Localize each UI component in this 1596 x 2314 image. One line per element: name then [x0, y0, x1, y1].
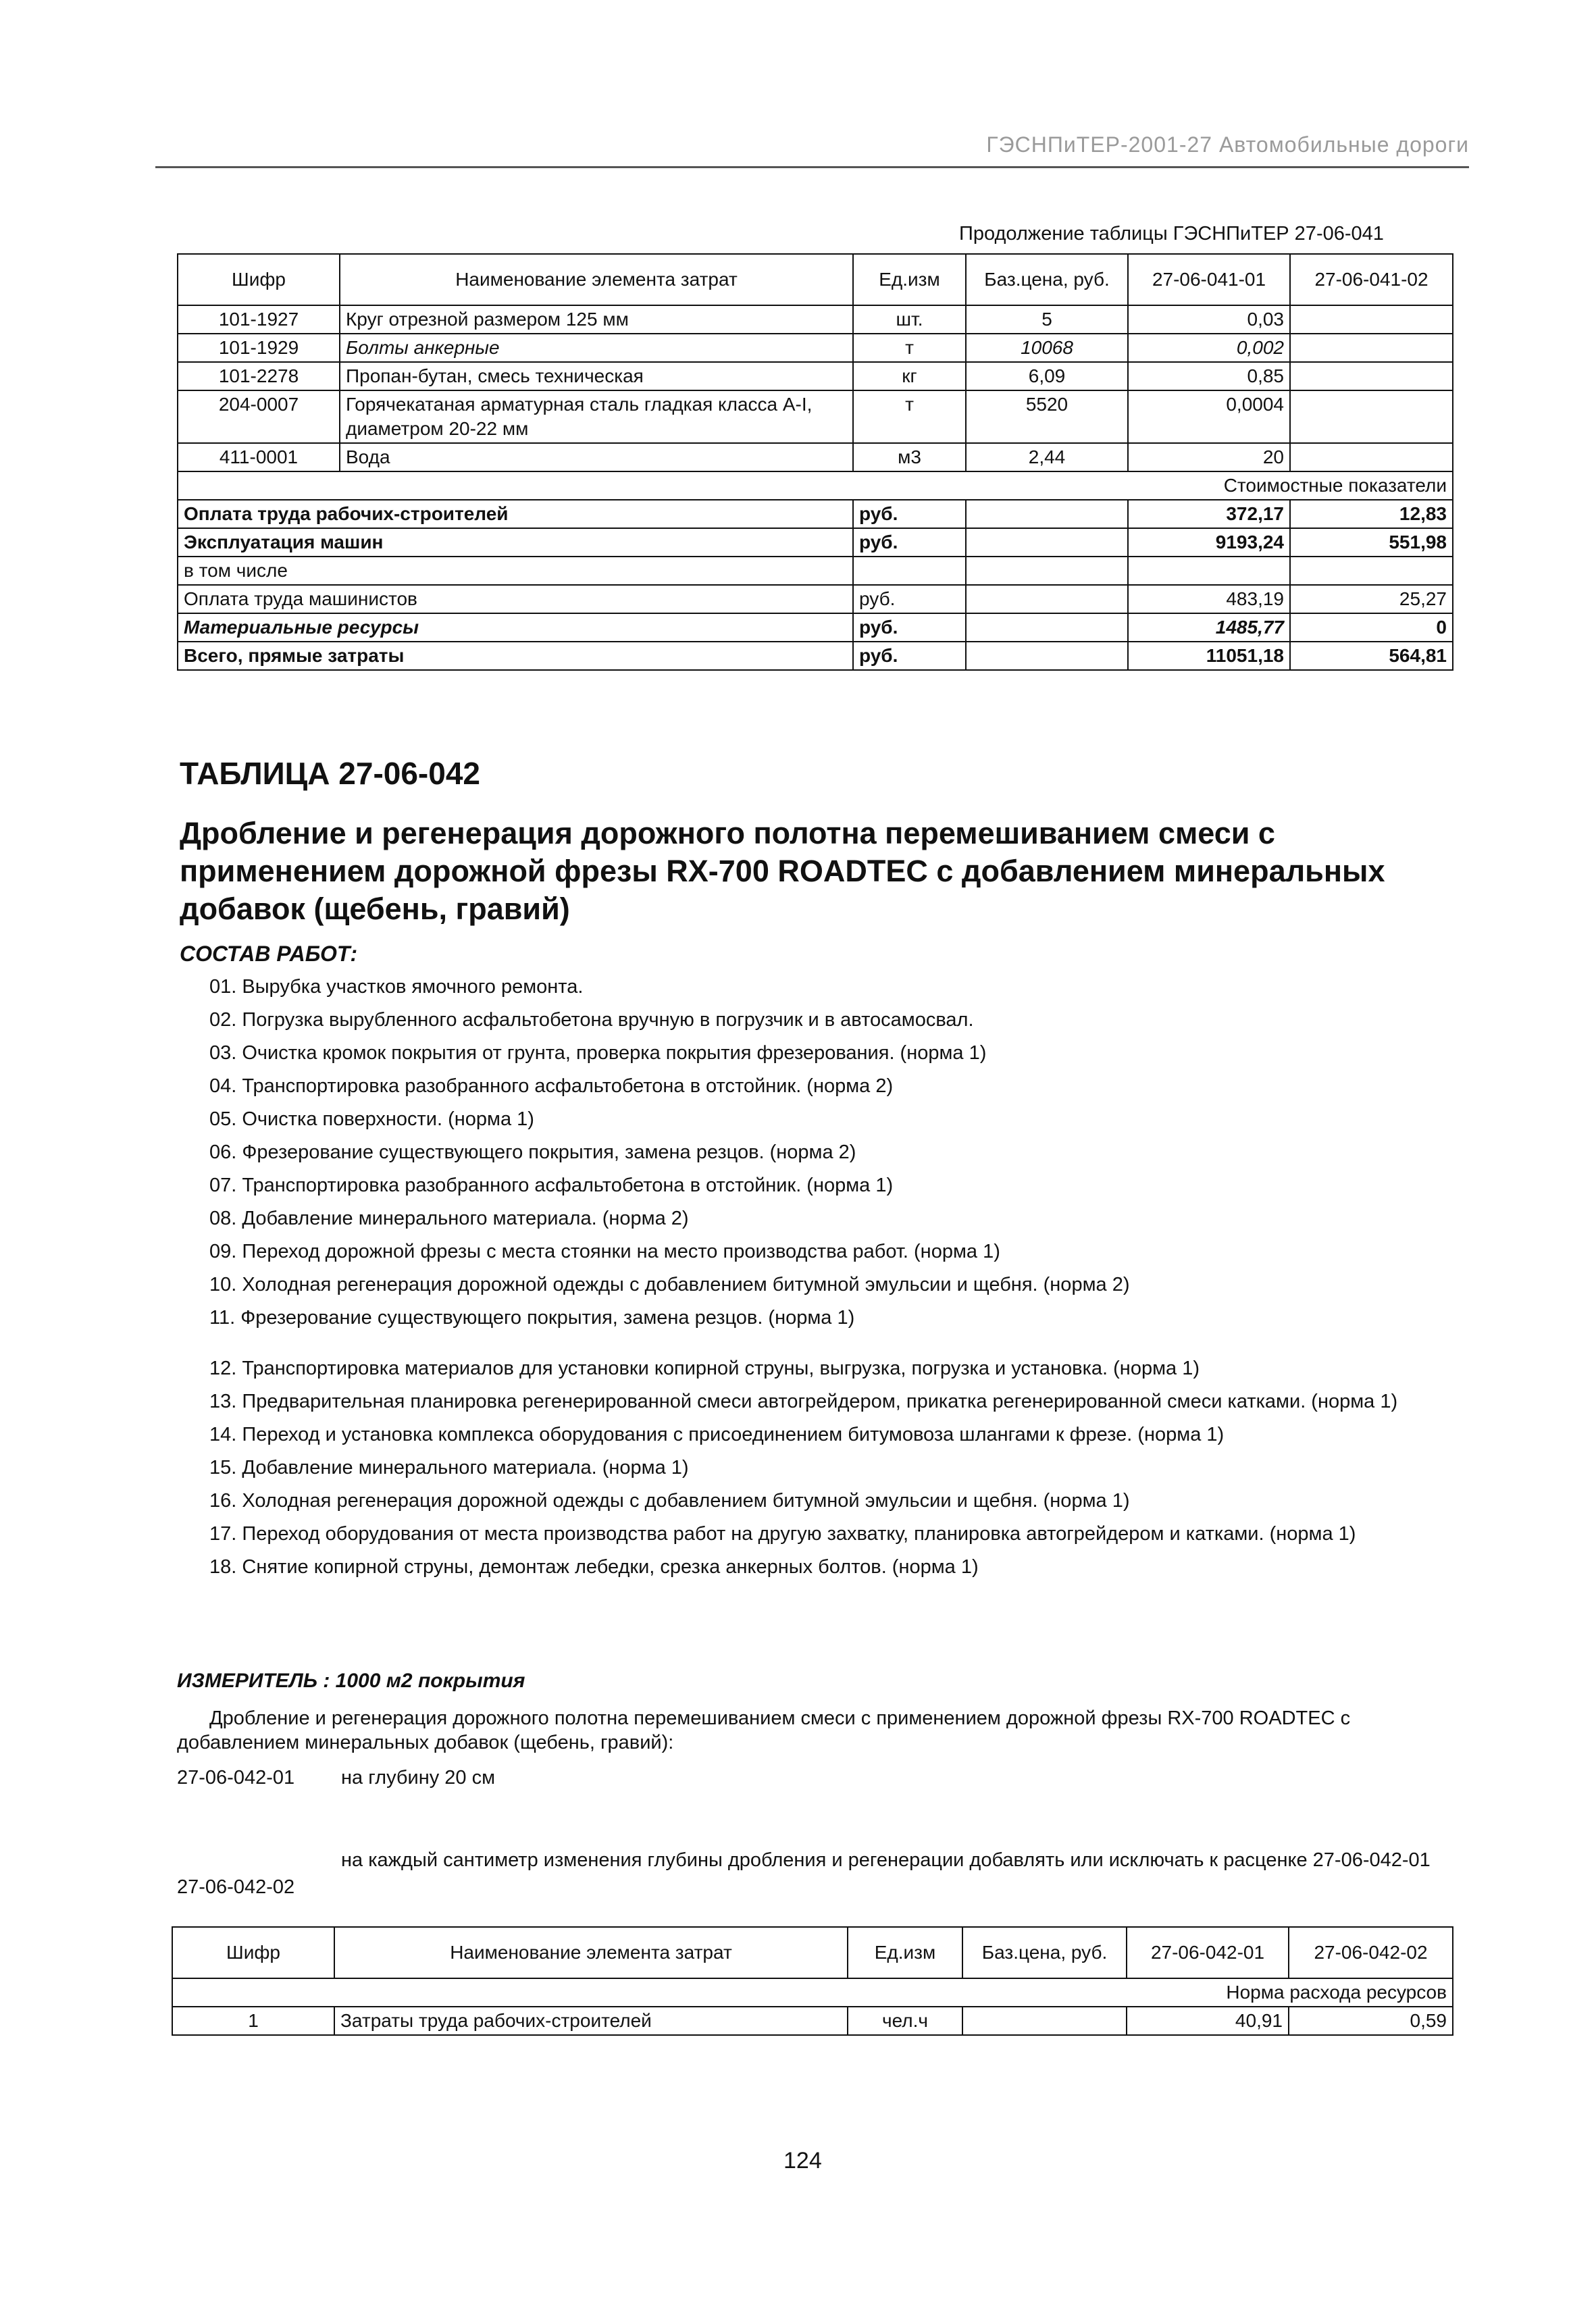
cost-price [966, 528, 1128, 557]
row-price: 2,44 [966, 443, 1128, 471]
list-item: 05. Очистка поверхности. (норма 1) [209, 1108, 534, 1130]
header-price: Баз.цена, руб. [966, 254, 1128, 305]
resource-table-041 [177, 253, 1453, 671]
resource-table-042 [172, 1926, 1453, 2036]
header-norm-1: 27-06-042-01 [1127, 1927, 1289, 1978]
row-norm-2 [1290, 334, 1453, 362]
cost-name: Эксплуатация машин [178, 528, 853, 557]
cost-norm-2 [1290, 557, 1453, 585]
header-norm-2: 27-06-041-02 [1290, 254, 1453, 305]
section-heading: Дробление и регенерация дорожного полотна перемешиванием смеси с применением дорожной фрезы RX-700 ROADTEC с добавлением минеральных добавок (щебень, гравий) [180, 816, 1385, 926]
section-row [178, 471, 1453, 500]
cost-name: Всего, прямые затраты [178, 642, 853, 670]
cost-unit: руб. [853, 642, 966, 670]
row-price: 5520 [966, 390, 1128, 443]
header-rule [155, 166, 1469, 168]
row-unit: шт. [853, 305, 966, 334]
norm-code: 27-06-042-01 [177, 1767, 295, 1789]
norm-name: на каждый сантиметр изменения глубины дробления и регенерации добавлять или исключать к расценке 27-06-042-01 [341, 1849, 1431, 1871]
row-code: 204-0007 [178, 390, 340, 443]
table-header-row [178, 254, 1453, 305]
continuation-caption: Продолжение таблицы ГЭСНПиТЕР 27-06-041 [959, 223, 1384, 245]
header-unit: Ед.изм [848, 1927, 962, 1978]
cost-norm-1: 372,17 [1128, 500, 1290, 528]
cost-unit: руб. [853, 613, 966, 642]
norm-code: 27-06-042-02 [177, 1876, 295, 1898]
cost-norm-2: 551,98 [1290, 528, 1453, 557]
table-title: ТАБЛИЦА 27-06-042 [180, 756, 480, 791]
row-name: Горячекатаная арматурная сталь гладкая класса А-I, диаметром 20-22 мм [340, 390, 853, 443]
row-norm-1: 0,0004 [1128, 390, 1290, 443]
cost-name: Оплата труда рабочих-строителей [178, 500, 853, 528]
works-list [177, 975, 1460, 1589]
cost-row [178, 613, 1453, 642]
cost-row [178, 500, 1453, 528]
row-norm-2 [1290, 443, 1453, 471]
list-item: 06. Фрезерование существующего покрытия, замена резцов. (норма 2) [209, 1141, 856, 1163]
list-item: 09. Переход дорожной фрезы с места стоянки на место производства работ. (норма 1) [209, 1241, 1000, 1262]
header-name: Наименование элемента затрат [334, 1927, 848, 1978]
row-norm-2: 0,59 [1289, 2007, 1453, 2035]
list-item: 10. Холодная регенерация дорожной одежды с добавлением битумной эмульсии и щебня. (норма 2) [209, 1274, 1130, 1295]
list-item: 04. Транспортировка разобранного асфальтобетона в отстойник. (норма 2) [209, 1075, 894, 1097]
row-norm-2 [1290, 390, 1453, 443]
row-price [962, 2007, 1127, 2035]
row-norm-2 [1290, 362, 1453, 390]
row-unit: кг [853, 362, 966, 390]
cost-unit: руб. [853, 500, 966, 528]
list-item: 12. Транспортировка материалов для установки копирной струны, выгрузка, погрузка и установка. (норма 1) [209, 1358, 1200, 1379]
table-row [178, 305, 1453, 334]
row-price: 6,09 [966, 362, 1128, 390]
table-row [178, 334, 1453, 362]
header-price: Баз.цена, руб. [962, 1927, 1127, 1978]
list-item: 14. Переход и установка комплекса оборудования с присоединением битумовоза шлангами к фрезе. (норма 1) [209, 1424, 1225, 1445]
cost-price [966, 642, 1128, 670]
row-unit: чел.ч [848, 2007, 962, 2035]
row-norm-1: 0,002 [1128, 334, 1290, 362]
row-unit: т [853, 390, 966, 443]
row-name: Пропан-бутан, смесь техническая [340, 362, 853, 390]
header-name: Наименование элемента затрат [340, 254, 853, 305]
resource-section-label: Норма расхода ресурсов [172, 1978, 1453, 2007]
cost-row [178, 557, 1453, 585]
row-norm-1: 0,85 [1128, 362, 1290, 390]
table-header-row [172, 1927, 1453, 1978]
header-norm-2: 27-06-042-02 [1289, 1927, 1453, 1978]
cost-norm-2: 12,83 [1290, 500, 1453, 528]
row-name: Вода [340, 443, 853, 471]
cost-norm-1: 1485,77 [1128, 613, 1290, 642]
list-item: 17. Переход оборудования от места производства работ на другую захватку, планировка автогрейдером и катками. (норма 1) [209, 1523, 1356, 1545]
row-code: 101-1927 [178, 305, 340, 334]
cost-norm-1: 11051,18 [1128, 642, 1290, 670]
cost-section-label: Стоимостные показатели [178, 471, 1453, 500]
list-item: 18. Снятие копирной струны, демонтаж лебедки, срезка анкерных болтов. (норма 1) [209, 1556, 979, 1578]
row-name: Затраты труда рабочих-строителей [334, 2007, 848, 2035]
cost-row [178, 528, 1453, 557]
cost-norm-1 [1128, 557, 1290, 585]
row-norm-1: 0,03 [1128, 305, 1290, 334]
cost-price [966, 585, 1128, 613]
cost-name: Материальные ресурсы [178, 613, 853, 642]
row-norm-1: 40,91 [1127, 2007, 1289, 2035]
page-number: 124 [783, 2148, 822, 2174]
list-item: 08. Добавление минерального материала. (норма 2) [209, 1208, 689, 1229]
list-item: 13. Предварительная планировка регенерированной смеси автогрейдером, прикатка регенерированной смеси катками. (норма 1) [209, 1391, 1398, 1412]
row-unit: т [853, 334, 966, 362]
row-price: 10068 [966, 334, 1128, 362]
cost-unit: руб. [853, 528, 966, 557]
list-item: 15. Добавление минерального материала. (норма 1) [209, 1457, 689, 1479]
meter-label: ИЗМЕРИТЕЛЬ : 1000 м2 покрытия [177, 1670, 525, 1692]
cost-norm-2: 564,81 [1290, 642, 1453, 670]
list-item: 02. Погрузка вырубленного асфальтобетона вручную в погрузчик и в автосамосвал. [209, 1009, 974, 1031]
header-code: Шифр [172, 1927, 334, 1978]
row-unit: м3 [853, 443, 966, 471]
cost-norm-2: 25,27 [1290, 585, 1453, 613]
cost-name: Оплата труда машинистов [178, 585, 853, 613]
row-code: 101-2278 [178, 362, 340, 390]
cost-name: в том числе [178, 557, 853, 585]
row-name: Болты анкерные [340, 334, 853, 362]
list-item: 03. Очистка кромок покрытия от грунта, проверка покрытия фрезерования. (норма 1) [209, 1042, 987, 1064]
cost-price [966, 613, 1128, 642]
header-norm-1: 27-06-041-01 [1128, 254, 1290, 305]
list-item: 16. Холодная регенерация дорожной одежды с добавлением битумной эмульсии и щебня. (норма 1) [209, 1490, 1130, 1512]
section-row [172, 1978, 1453, 2007]
cost-unit: руб. [853, 585, 966, 613]
cost-unit [853, 557, 966, 585]
row-code: 101-1929 [178, 334, 340, 362]
composition-label: СОСТАВ РАБОТ: [180, 942, 358, 966]
list-item: 01. Вырубка участков ямочного ремонта. [209, 976, 584, 998]
norm-description: Дробление и регенерация дорожного полотна перемешиванием смеси с применением дорожной фрезы RX-700 ROADTEC с добавлением минеральных добавок (щебень, гравий): [177, 1707, 1351, 1753]
list-item: 11. Фрезерование существующего покрытия, замена резцов. (норма 1) [209, 1307, 855, 1329]
row-price: 5 [966, 305, 1128, 334]
cost-row [178, 585, 1453, 613]
cost-norm-1: 9193,24 [1128, 528, 1290, 557]
row-code: 411-0001 [178, 443, 340, 471]
list-item: 07. Транспортировка разобранного асфальтобетона в отстойник. (норма 1) [209, 1175, 894, 1196]
cost-norm-2: 0 [1290, 613, 1453, 642]
table-row [178, 443, 1453, 471]
cost-norm-1: 483,19 [1128, 585, 1290, 613]
running-header: ГЭСНПиТЕР-2001-27 Автомобильные дороги [986, 132, 1469, 157]
cost-price [966, 500, 1128, 528]
table-row [178, 390, 1453, 443]
norm-name: на глубину 20 см [341, 1767, 496, 1789]
header-code: Шифр [178, 254, 340, 305]
table-row [172, 2007, 1453, 2035]
row-name: Круг отрезной размером 125 мм [340, 305, 853, 334]
row-code: 1 [172, 2007, 334, 2035]
table-row [178, 362, 1453, 390]
row-norm-2 [1290, 305, 1453, 334]
cost-price [966, 557, 1128, 585]
row-norm-1: 20 [1128, 443, 1290, 471]
cost-row [178, 642, 1453, 670]
header-unit: Ед.изм [853, 254, 966, 305]
